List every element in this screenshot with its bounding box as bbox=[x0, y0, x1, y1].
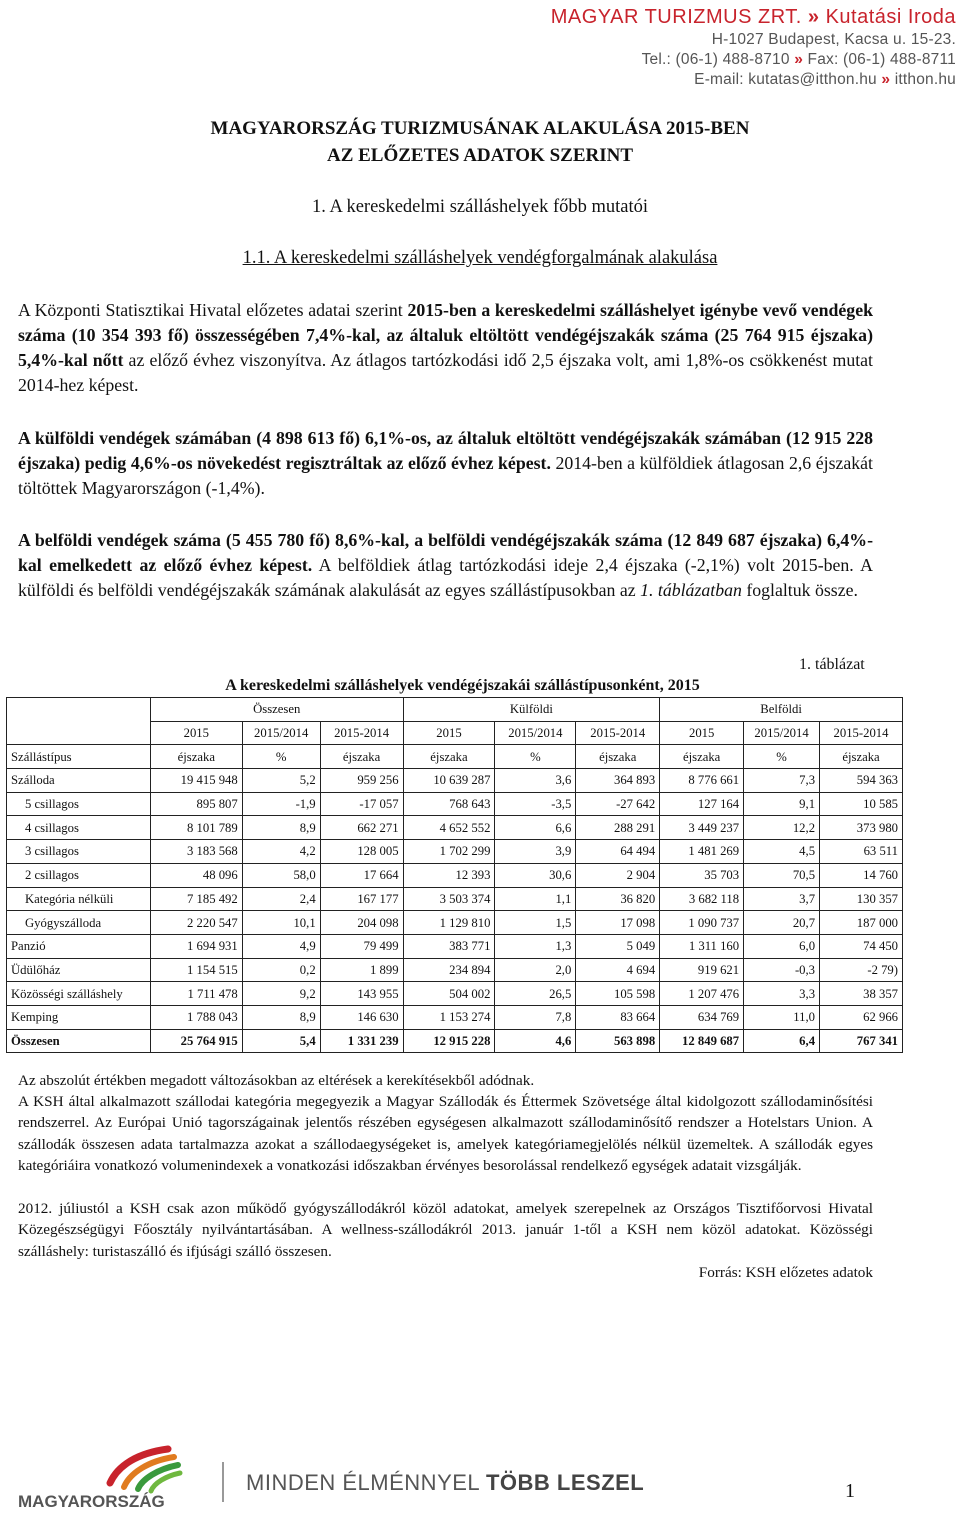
table-cell: 3 503 374 bbox=[403, 887, 495, 911]
subsection-heading: 1.1. A kereskedelmi szálláshelyek vendégforgalmának alakulása bbox=[242, 248, 718, 268]
table-cell: -27 642 bbox=[576, 792, 660, 816]
table-cell: 7 185 492 bbox=[150, 887, 242, 911]
page-title-line1: MAGYARORSZÁG TURIZMUSÁNAK ALAKULÁSA 2015-BEN bbox=[210, 118, 750, 139]
table-cell: 4,9 bbox=[242, 934, 320, 958]
table-cell: 12 393 bbox=[403, 863, 495, 887]
table-cell: 895 807 bbox=[150, 792, 242, 816]
table-cell: 4,6 bbox=[495, 1029, 576, 1053]
group-header-domestic: Belföldi bbox=[660, 698, 903, 722]
table-cell: 1 702 299 bbox=[403, 840, 495, 864]
table-cell: 11,0 bbox=[744, 1005, 820, 1029]
table-cell: 288 291 bbox=[576, 816, 660, 840]
table-cell: 30,6 bbox=[495, 863, 576, 887]
dept-name: Kutatási Iroda bbox=[825, 6, 956, 28]
table-cell: 594 363 bbox=[820, 769, 903, 793]
letterhead-org-line: MAGYAR TURIZMUS ZRT. » Kutatási Iroda bbox=[550, 6, 956, 28]
table-cell: 1 331 239 bbox=[320, 1029, 403, 1053]
table-cell: 4 694 bbox=[576, 958, 660, 982]
table-cell: 919 621 bbox=[660, 958, 744, 982]
source-note: Forrás: KSH előzetes adatok bbox=[698, 1264, 873, 1281]
column-header-type: Szállástípus bbox=[7, 745, 151, 769]
table-cell: 4,2 bbox=[242, 840, 320, 864]
table-cell: 3,9 bbox=[495, 840, 576, 864]
table-cell: 127 164 bbox=[660, 792, 744, 816]
table-cell: 1,3 bbox=[495, 934, 576, 958]
table-cell: 5,2 bbox=[242, 769, 320, 793]
table-cell: 10 585 bbox=[820, 792, 903, 816]
table-cell: 4,5 bbox=[744, 840, 820, 864]
table-cell: 6,0 bbox=[744, 934, 820, 958]
table-cell: 64 494 bbox=[576, 840, 660, 864]
table-cell: 1 899 bbox=[320, 958, 403, 982]
table-cell: 12 915 228 bbox=[403, 1029, 495, 1053]
table-cell: 146 630 bbox=[320, 1005, 403, 1029]
table-cell: 79 499 bbox=[320, 934, 403, 958]
table-cell: -0,3 bbox=[744, 958, 820, 982]
table-cell: 63 511 bbox=[820, 840, 903, 864]
table-cell: 959 256 bbox=[320, 769, 403, 793]
table-cell: 9,1 bbox=[744, 792, 820, 816]
table-cell: 6,4 bbox=[744, 1029, 820, 1053]
table-cell: 768 643 bbox=[403, 792, 495, 816]
note-spa-hotels: 2012. júliustól a KSH csak azon működő gyógyszállodákról közöl adatokat, amelyek szerepelnek az Országos Tisztifőorvosi Hivatal Közegészségügyi Főosztály nyilvántartásában. A wellness-szállodákról 2013. január 1-től a KSH nem közöl adatokat. Közösségi szálláshely: turistaszálló és ifjúsági szálló összesen. bbox=[18, 1200, 873, 1260]
page-title-line2: AZ ELŐZETES ADATOK SZERINT bbox=[326, 145, 634, 166]
table-cell: 6,6 bbox=[495, 816, 576, 840]
row-label: Kemping bbox=[7, 1005, 151, 1029]
table-cell: 167 177 bbox=[320, 887, 403, 911]
row-label: Üdülőház bbox=[7, 958, 151, 982]
table-cell: 19 415 948 bbox=[150, 769, 242, 793]
table-cell: 204 098 bbox=[320, 911, 403, 935]
table-cell: 36 820 bbox=[576, 887, 660, 911]
table-cell: 1 207 476 bbox=[660, 982, 744, 1006]
letterhead-address: H-1027 Budapest, Kacsa u. 15-23. bbox=[711, 31, 956, 48]
email-link[interactable]: E-mail: kutatas@itthon.hu bbox=[694, 71, 877, 88]
letterhead-email: E-mail: kutatas@itthon.hu » itthon.hu bbox=[694, 71, 956, 88]
table-cell: 1 090 737 bbox=[660, 911, 744, 935]
letterhead bbox=[516, 4, 956, 90]
table-cell: -1,9 bbox=[242, 792, 320, 816]
table-cell: 1,1 bbox=[495, 887, 576, 911]
table-cell: 70,5 bbox=[744, 863, 820, 887]
table-cell: 14 760 bbox=[820, 863, 903, 887]
table-cell: 26,5 bbox=[495, 982, 576, 1006]
paragraph-1: A Központi Statisztikai Hivatal előzetes adatai szerint 2015-ben a kereskedelmi szálláshelyet igénybe vevő vendégek száma (10 354 393 fő) összességében 7,4%-kal, az általuk eltöltött vendégéjszakák száma (25 764 915 éjszaka) 5,4%-kal nőtt az előző évhez viszonyítva. Az átlagos tartózkodási idő 2,5 éjszaka volt, ami 1,8%-os csökkenést mutat 2014-hez képest. bbox=[18, 300, 873, 395]
table-cell: 25 764 915 bbox=[150, 1029, 242, 1053]
table-cell: 1 481 269 bbox=[660, 840, 744, 864]
table-cell: 634 769 bbox=[660, 1005, 744, 1029]
table-cell: 3 682 118 bbox=[660, 887, 744, 911]
table-cell: 83 664 bbox=[576, 1005, 660, 1029]
table-cell: 12 849 687 bbox=[660, 1029, 744, 1053]
magyarorszag-logo bbox=[18, 1443, 248, 1513]
group-header-foreign: Külföldi bbox=[403, 698, 660, 722]
table-row bbox=[7, 1005, 903, 1029]
footer-divider bbox=[222, 1462, 224, 1502]
table-label: 1. táblázat bbox=[799, 656, 865, 673]
table-cell: 767 341 bbox=[820, 1029, 903, 1053]
table-cell: 187 000 bbox=[820, 911, 903, 935]
table-cell: 3,6 bbox=[495, 769, 576, 793]
section-heading: 1. A kereskedelmi szálláshelyek főbb mutatói bbox=[312, 197, 648, 217]
table-cell: 7,8 bbox=[495, 1005, 576, 1029]
table-cell: 10 639 287 bbox=[403, 769, 495, 793]
row-label: 2 csillagos bbox=[7, 863, 151, 887]
logo-mark-icon bbox=[18, 1443, 248, 1513]
row-label: Közösségi szálláshely bbox=[7, 982, 151, 1006]
table-cell: 2,0 bbox=[495, 958, 576, 982]
table-cell: 1 129 810 bbox=[403, 911, 495, 935]
web-link[interactable]: itthon.hu bbox=[894, 71, 956, 88]
row-label: Gyógyszálloda bbox=[7, 911, 151, 935]
table-cell: -17 057 bbox=[320, 792, 403, 816]
page-number: 1 bbox=[845, 1480, 855, 1502]
table-cell: 3 183 568 bbox=[150, 840, 242, 864]
table-cell: 0,2 bbox=[242, 958, 320, 982]
table-cell: 143 955 bbox=[320, 982, 403, 1006]
table-cell: 3,7 bbox=[744, 887, 820, 911]
table-cell: 17 664 bbox=[320, 863, 403, 887]
table-cell: 5,4 bbox=[242, 1029, 320, 1053]
table-cell: 373 980 bbox=[820, 816, 903, 840]
table-row bbox=[7, 911, 903, 935]
table-cell: 8,9 bbox=[242, 1005, 320, 1029]
table-cell: 7,3 bbox=[744, 769, 820, 793]
table-cell: 2,4 bbox=[242, 887, 320, 911]
paragraph-2: A külföldi vendégek számában (4 898 613 fő) 6,1%-os, az általuk eltöltött vendégéjszakák számában (12 915 228 éjszaka) pedig 4,6%-os növekedést regisztráltak az előző évhez képest. 2014-ben a külföldiek átlagosan 2,6 éjszakát töltöttek Magyarországon (-1,4%). bbox=[18, 428, 873, 498]
table-cell: 58,0 bbox=[242, 863, 320, 887]
table-cell: 4 652 552 bbox=[403, 816, 495, 840]
table-cell: 364 893 bbox=[576, 769, 660, 793]
table-cell: 8,9 bbox=[242, 816, 320, 840]
table-cell: 105 598 bbox=[576, 982, 660, 1006]
table-cell: 17 098 bbox=[576, 911, 660, 935]
row-label: Kategória nélküli bbox=[7, 887, 151, 911]
table-cell: 383 771 bbox=[403, 934, 495, 958]
table-cell: -2 79) bbox=[820, 958, 903, 982]
row-label: Összesen bbox=[7, 1029, 151, 1053]
table-year-header-row: 2015 2015/2014 2015-2014 2015 2015/2014 2015-2014 2015 2015/2014 2015-2014 bbox=[7, 721, 903, 745]
table-cell: 1 711 478 bbox=[150, 982, 242, 1006]
table-cell: 74 450 bbox=[820, 934, 903, 958]
table-cell: 20,7 bbox=[744, 911, 820, 935]
table-row bbox=[7, 1029, 903, 1053]
table-cell: 128 005 bbox=[320, 840, 403, 864]
table-cell: -3,5 bbox=[495, 792, 576, 816]
row-label: Panzió bbox=[7, 934, 151, 958]
table-cell: 1 788 043 bbox=[150, 1005, 242, 1029]
table-row bbox=[7, 792, 903, 816]
table-cell: 8 776 661 bbox=[660, 769, 744, 793]
accommodation-table bbox=[6, 697, 903, 1053]
table-cell: 1,5 bbox=[495, 911, 576, 935]
table-row bbox=[7, 982, 903, 1006]
table-cell: 130 357 bbox=[820, 887, 903, 911]
table-row bbox=[7, 816, 903, 840]
table-row bbox=[7, 934, 903, 958]
table-cell: 8 101 789 bbox=[150, 816, 242, 840]
table-cell: 2 904 bbox=[576, 863, 660, 887]
letterhead-phone: Tel.: (06-1) 488-8710 » Fax: (06-1) 488-8711 bbox=[641, 51, 956, 68]
table-group-header-row bbox=[7, 698, 903, 722]
table-cell: 38 357 bbox=[820, 982, 903, 1006]
table-cell: 1 154 515 bbox=[150, 958, 242, 982]
table-row bbox=[7, 958, 903, 982]
table-cell: 563 898 bbox=[576, 1029, 660, 1053]
table-cell: 62 966 bbox=[820, 1005, 903, 1029]
table-cell: 234 894 bbox=[403, 958, 495, 982]
table-cell: 1 153 274 bbox=[403, 1005, 495, 1029]
paragraph-3: A belföldi vendégek száma (5 455 780 fő) 8,6%-kal, a belföldi vendégéjszakák száma (12 849 687 éjszaka) 6,4%-kal emelkedett az előző évhez képest. A belföldiek átlag tartózkodási ideje 2,4 éjszaka (-2,1%) volt 2015-ben. A külföldi és belföldi vendégéjszakák számának alakulását az egyes szállástípusokban az 1. táblázatban foglaltuk össze. bbox=[18, 530, 873, 600]
row-label: 3 csillagos bbox=[7, 840, 151, 864]
table-cell: 10,1 bbox=[242, 911, 320, 935]
table-cell: 2 220 547 bbox=[150, 911, 242, 935]
table-unit-header-row: Szállástípus éjszaka % éjszaka éjszaka % éjszaka éjszaka % éjszaka bbox=[7, 745, 903, 769]
table-cell: 5 049 bbox=[576, 934, 660, 958]
table-caption: A kereskedelmi szálláshelyek vendégéjszakái szállástípusonként, 2015 bbox=[225, 677, 700, 694]
table-row bbox=[7, 840, 903, 864]
table-cell: 3 449 237 bbox=[660, 816, 744, 840]
table-cell: 1 311 160 bbox=[660, 934, 744, 958]
table-cell: 48 096 bbox=[150, 863, 242, 887]
table-cell: 9,2 bbox=[242, 982, 320, 1006]
note-rounding: Az abszolút értékben megadott változásokban az eltérések a kerekítésekből adódnak. bbox=[18, 1072, 535, 1089]
footer-slogan: MINDEN ÉLMÉNNYEL TÖBB LESZEL bbox=[246, 1470, 645, 1495]
group-header-total: Összesen bbox=[150, 698, 403, 722]
svg-text:MAGYARORSZÁG: MAGYARORSZÁG bbox=[18, 1492, 165, 1511]
row-label: Szálloda bbox=[7, 769, 151, 793]
table-cell: 662 271 bbox=[320, 816, 403, 840]
table-cell: 1 694 931 bbox=[150, 934, 242, 958]
row-label: 4 csillagos bbox=[7, 816, 151, 840]
table-row bbox=[7, 769, 903, 793]
table-cell: 35 703 bbox=[660, 863, 744, 887]
table-row bbox=[7, 887, 903, 911]
org-name: MAGYAR TURIZMUS ZRT. bbox=[550, 6, 802, 28]
table-cell: 3,3 bbox=[744, 982, 820, 1006]
table-row bbox=[7, 863, 903, 887]
note-hotel-classification: A KSH által alkalmazott szállodai kategória megegyezik a Magyar Szállodák és Éttermek Szövetsége által kidolgozott szállodaminősítési rendszerrel. Az Európai Unió tagországainak jelentős részében egységesen alkalmazott szállodaminősítő rendszer a Hotelstars Union. A szállodák összesen adata tartalmazza azokat a szállodaegységeket is, amelyek kategóriamegjelölés nélkül üzemeltek. A szállodák egyes kategóriáira vonatkozó volumenindexek a vonatkozási időszakban érvényes besorolással rendelkező egységek adatait vizsgálják. bbox=[18, 1093, 873, 1174]
table-cell: 504 002 bbox=[403, 982, 495, 1006]
row-label: 5 csillagos bbox=[7, 792, 151, 816]
table-cell: 12,2 bbox=[744, 816, 820, 840]
